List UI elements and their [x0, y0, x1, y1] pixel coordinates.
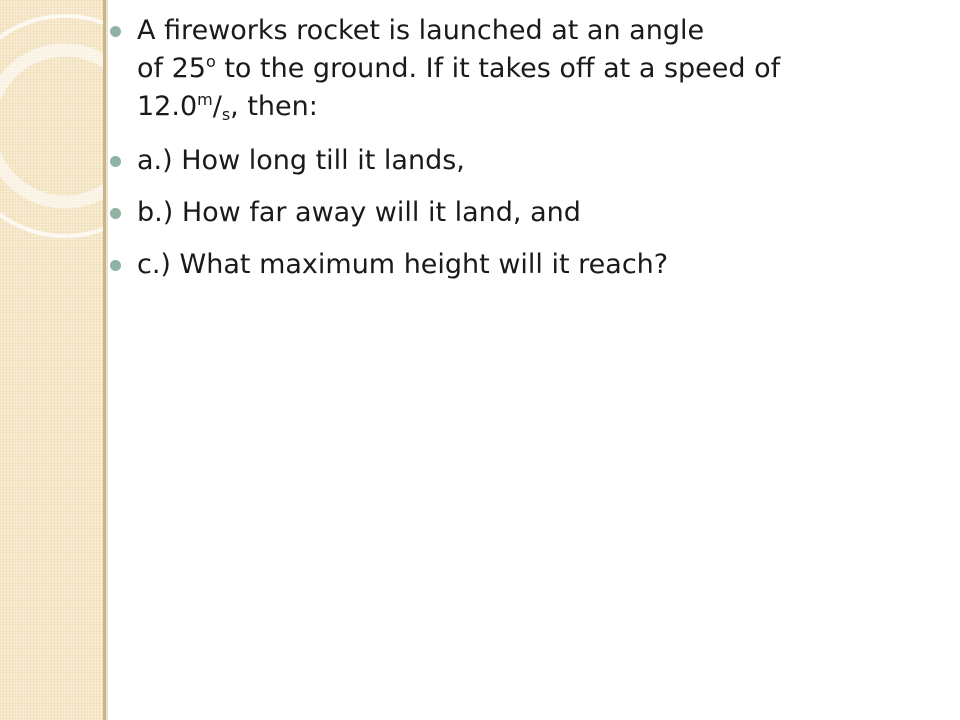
slide-content — [106, 12, 946, 298]
bullet-dot — [110, 208, 121, 219]
unit-slash: / — [212, 91, 222, 122]
unit-meters: m — [197, 90, 213, 109]
bullet-dot — [110, 26, 121, 37]
question-a-text: a.) How long till it lands, — [137, 145, 465, 176]
sidebar-decoration — [0, 0, 103, 720]
bullet-question-c — [106, 246, 946, 284]
unit-seconds: s — [221, 105, 231, 124]
problem-line-1: A fireworks rocket is launched at an angle — [137, 15, 705, 46]
degree-symbol: o — [205, 52, 216, 71]
speed-value: 12.0 — [137, 91, 198, 122]
question-c-text: c.) What maximum height will it reach? — [137, 249, 669, 280]
problem-line-2-start: of 25 — [137, 53, 206, 84]
problem-line-3-end: , then: — [230, 91, 318, 122]
problem-line-2-end: to the ground. If it takes off at a speed of — [215, 53, 781, 84]
bullet-dot — [110, 156, 121, 167]
bullet-question-b — [106, 194, 946, 232]
question-b-text: b.) How far away will it land, and — [137, 197, 581, 228]
bullet-dot — [110, 260, 121, 271]
bullet-problem-statement — [106, 12, 946, 126]
bullet-question-a — [106, 142, 946, 180]
